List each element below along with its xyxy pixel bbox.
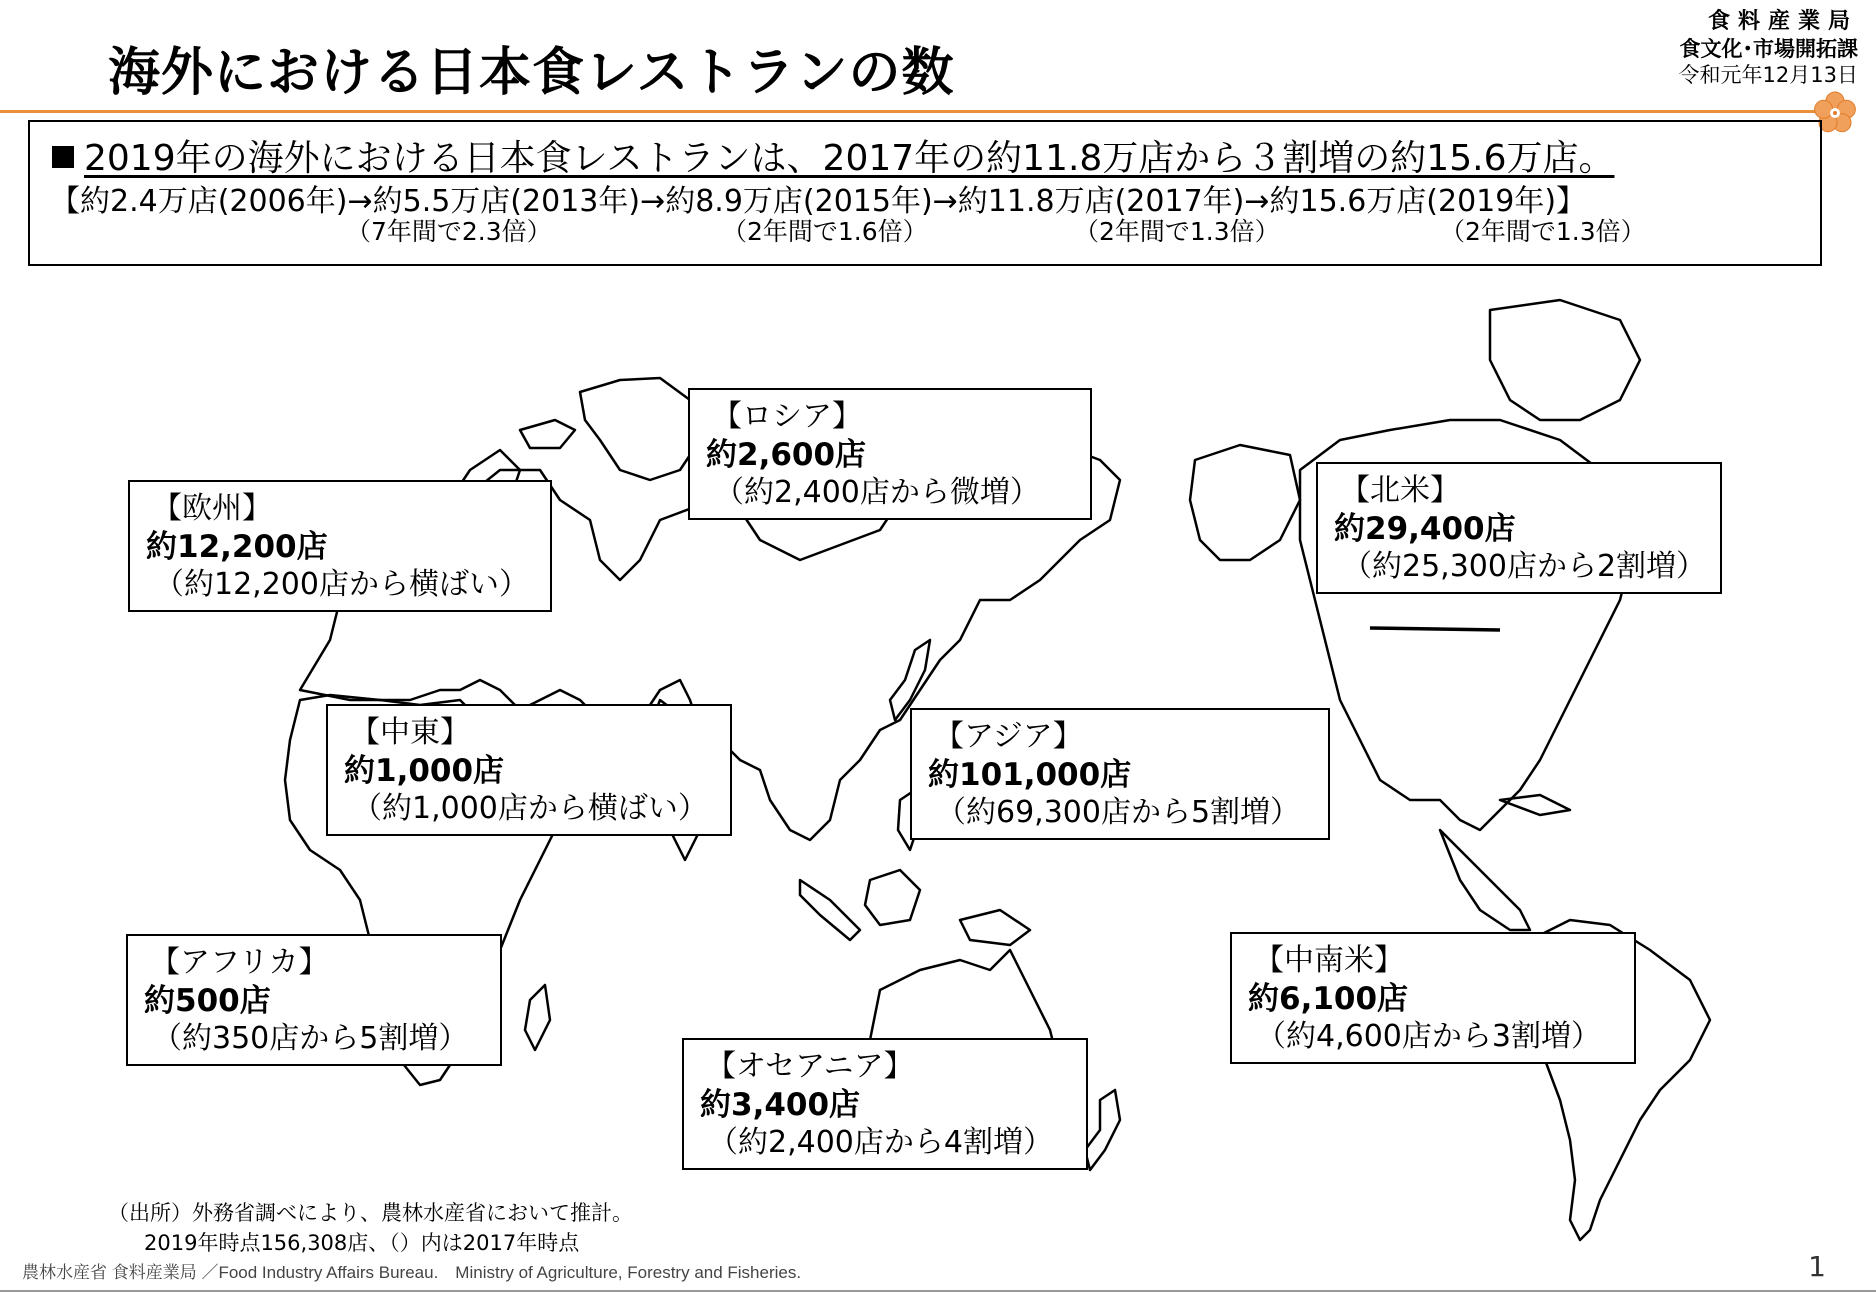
- bullet-square-icon: [52, 146, 74, 168]
- ratio-2015-2017: （2年間で1.3倍）: [1074, 217, 1280, 246]
- region-count: 約2,600店: [706, 437, 867, 473]
- summary-box: [28, 120, 1822, 266]
- region-name: 【アフリカ】: [150, 945, 329, 980]
- region-name: 【北米】: [1340, 473, 1460, 508]
- map-greenland: [580, 378, 700, 480]
- map-cuba: [1500, 795, 1570, 815]
- map-greenland-east: [1490, 300, 1640, 420]
- source-line-1: （出所）外務省調べにより、農林水産省において推計。: [108, 1201, 633, 1225]
- region-name: 【アジア】: [934, 719, 1083, 754]
- org-bureau: 食料産業局: [1707, 9, 1858, 34]
- region-name: 【欧州】: [152, 491, 272, 526]
- region-box-north-america: [1316, 462, 1722, 594]
- region-name: 【ロシア】: [712, 399, 862, 434]
- org-info: [1679, 8, 1858, 88]
- map-sumatra: [800, 880, 860, 940]
- ratio-2013-2015: （2年間で1.6倍）: [722, 217, 928, 246]
- map-iceland: [520, 420, 575, 448]
- map-new-zealand: [1085, 1090, 1120, 1170]
- region-count: 約29,400店: [1334, 511, 1516, 547]
- region-change: （約69,300店から5割増）: [936, 795, 1301, 830]
- region-box-russia: [688, 388, 1092, 520]
- source-note: [108, 1198, 633, 1258]
- ratio-2006-2013: （7年間で2.3倍）: [346, 217, 552, 246]
- region-box-europe: [128, 480, 552, 612]
- page-title: 海外における日本食レストランの数: [108, 43, 955, 103]
- region-count: 約500店: [144, 983, 271, 1019]
- map-borneo: [865, 870, 920, 925]
- region-name: 【中東】: [350, 715, 470, 750]
- region-box-asia: [910, 708, 1330, 840]
- map-madagascar: [525, 985, 550, 1050]
- footer-divider: [0, 1290, 1876, 1292]
- org-division: 食文化･市場開拓課: [1679, 36, 1858, 61]
- region-count: 約12,200店: [146, 529, 328, 565]
- summary-headline-text: 2019年の海外における日本食レストランは、2017年の約11.8万店から３割増の約15.6万店。: [84, 138, 1615, 179]
- region-box-middle-east: [326, 704, 732, 836]
- header-divider: [0, 110, 1845, 113]
- region-change: （約25,300店から2割増）: [1342, 549, 1707, 584]
- publish-date: 令和元年12月13日: [1678, 62, 1858, 87]
- footer-text: 農林水産省 食料産業局 ／Food Industry Affairs Bureau. Ministry of Agriculture, Forestry and Fisheries.: [22, 1263, 802, 1282]
- region-count: 約101,000店: [928, 757, 1132, 793]
- map-new-guinea: [960, 910, 1030, 945]
- region-change: （約1,000店から横ばい）: [352, 791, 708, 826]
- region-count: 約6,100店: [1248, 981, 1409, 1017]
- map-canada-border: [1370, 628, 1500, 630]
- summary-headline: [52, 130, 1614, 181]
- page-number: 1: [1808, 1250, 1826, 1283]
- map-central-america: [1440, 830, 1530, 930]
- region-box-oceania: [682, 1038, 1088, 1170]
- region-change: （約12,200店から横ばい）: [154, 567, 529, 602]
- ratio-2017-2019: （2年間で1.3倍）: [1440, 217, 1646, 246]
- region-count: 約1,000店: [344, 753, 505, 789]
- region-count: 約3,400店: [700, 1087, 861, 1123]
- region-change: （約2,400店から微増）: [714, 475, 1040, 510]
- region-box-latin-america: [1230, 932, 1636, 1064]
- source-line-2: 2019年時点156,308店、（）内は2017年時点: [144, 1231, 580, 1255]
- region-change: （約2,400店から4割増）: [708, 1125, 1053, 1160]
- map-alaska: [1190, 445, 1300, 560]
- region-name: 【中南米】: [1254, 943, 1404, 978]
- region-name: 【オセアニア】: [706, 1049, 914, 1084]
- region-change: （約350店から5割増）: [152, 1021, 469, 1056]
- summary-timeline: 【約2.4万店(2006年)→約5.5万店(2013年)→約8.9万店(2015年)→約11.8万店(2017年)→約15.6万店(2019年)】: [50, 184, 1587, 219]
- region-change: （約4,600店から3割増）: [1256, 1019, 1601, 1054]
- region-box-africa: [126, 934, 502, 1066]
